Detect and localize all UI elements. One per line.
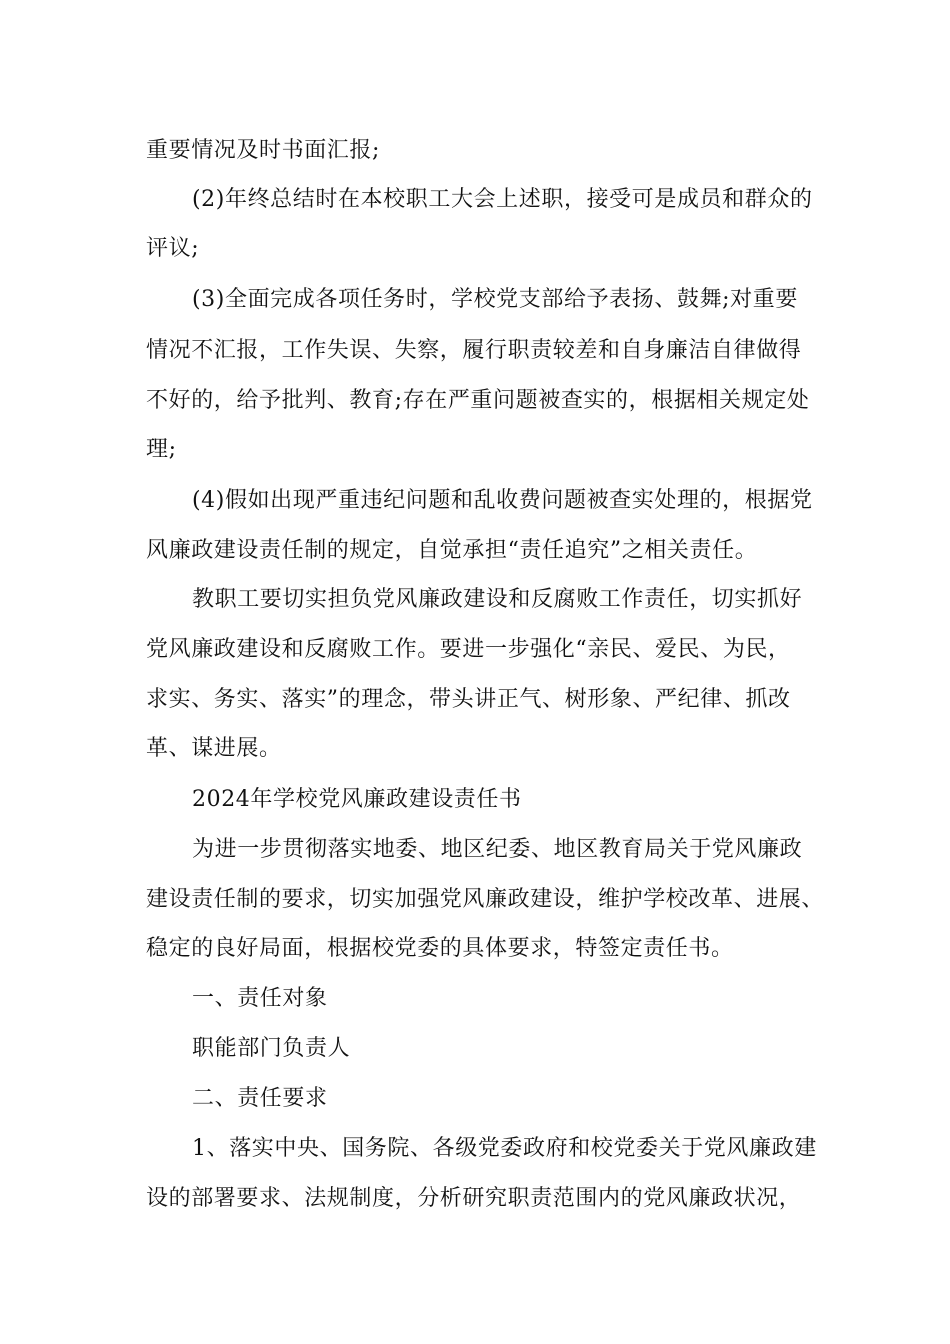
text-line: 风廉政建设责任制的规定，自觉承担“责任追究”之相关责任。 [146, 538, 758, 563]
text-line: (4)假如出现严重违纪问题和乱收费问题被查实处理的，根据党 [192, 488, 813, 513]
text-line: 党风廉政建设和反腐败工作。要进一步强化“亲民、爱民、为民， [146, 637, 791, 662]
text-line: 设的部署要求、法规制度，分析研究职责范围内的党风廉政状况， [146, 1186, 802, 1211]
heading-line: 一、责任对象 [192, 986, 328, 1011]
text-line: (2)年终总结时在本校职工大会上述职，接受可是成员和群众的 [192, 187, 813, 212]
text-line: 为进一步贯彻落实地委、地区纪委、地区教育局关于党风廉政 [192, 837, 803, 862]
text-line: 教职工要切实担负党风廉政建设和反腐败工作责任，切实抓好 [192, 587, 803, 612]
text-line: 建设责任制的要求，切实加强党风廉政建设，维护学校改革、进展、 [146, 887, 825, 912]
text-line: 情况不汇报，工作失误、失察，履行职责较差和自身廉洁自律做得 [146, 338, 802, 363]
text-line: 评议; [146, 236, 200, 261]
text-line: 理; [146, 437, 177, 462]
text-line: 职能部门负责人 [192, 1036, 351, 1061]
text-line: 求实、务实、落实”的理念，带头讲正气、树形象、严纪律、抓改 [146, 687, 791, 712]
section-title: 2024年学校党风廉政建设责任书 [192, 787, 522, 812]
text-line: 重要情况及时书面汇报; [146, 138, 381, 163]
text-line: 1、落实中央、国务院、各级党委政府和校党委关于党风廉政建 [192, 1136, 817, 1161]
text-line: 不好的，给予批判、教育;存在严重问题被查实的，根据相关规定处 [146, 388, 810, 413]
heading-line: 二、责任要求 [192, 1086, 328, 1111]
text-line: (3)全面完成各项任务时，学校党支部给予表扬、鼓舞;对重要 [192, 287, 798, 312]
text-line: 革、谋进展。 [146, 736, 282, 761]
text-line: 稳定的良好局面，根据校党委的具体要求，特签定责任书。 [146, 936, 734, 961]
